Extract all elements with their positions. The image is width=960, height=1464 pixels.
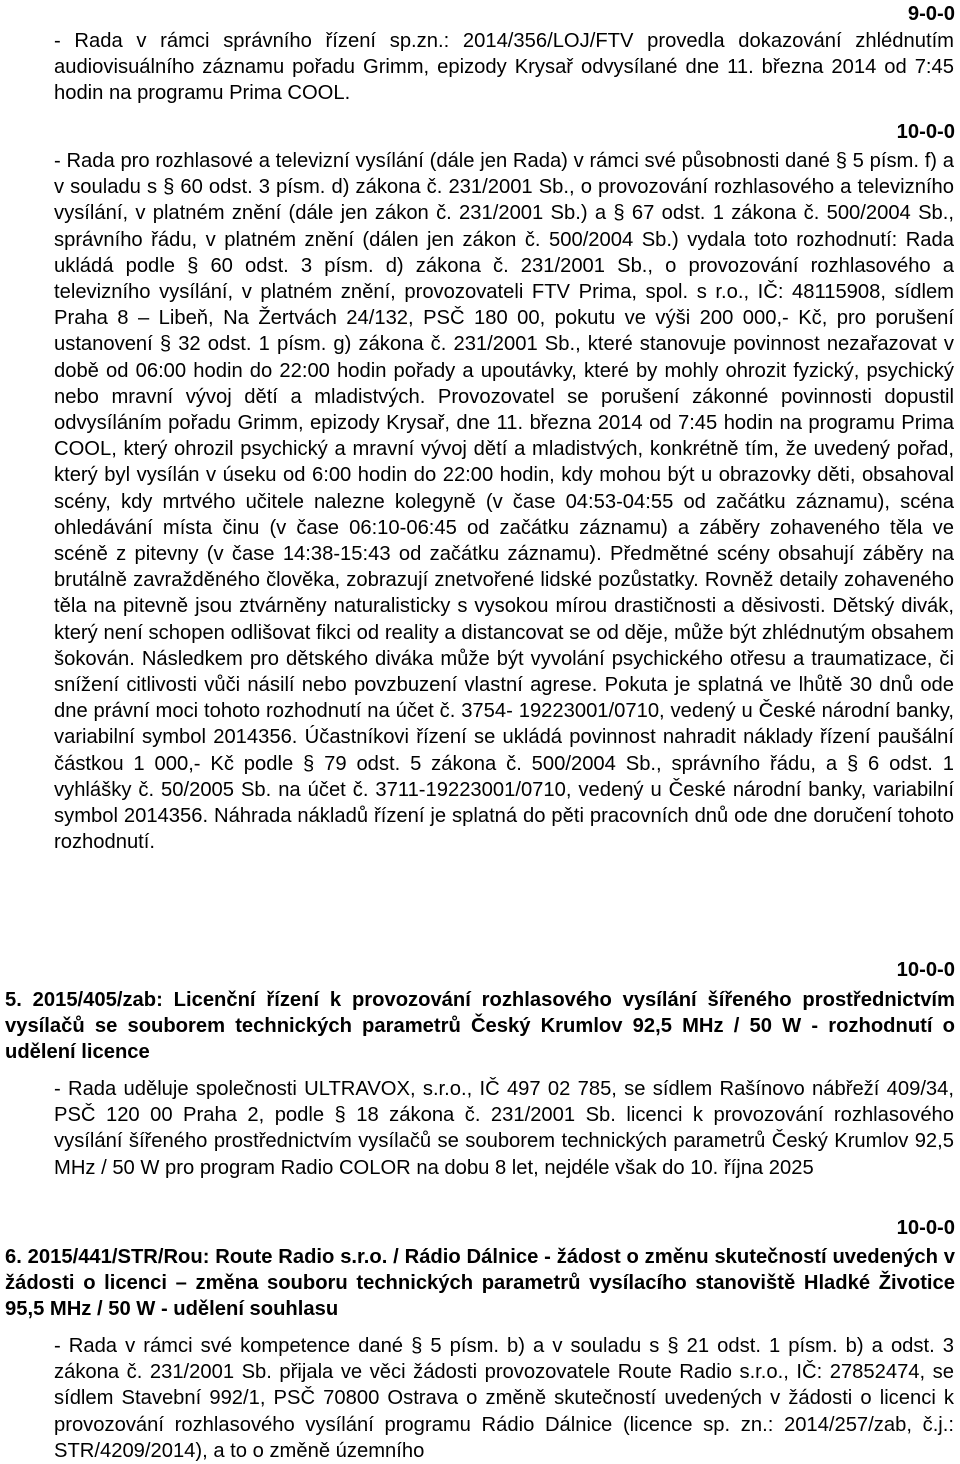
vote-result: 10-0-0 <box>896 1217 955 1239</box>
agenda-item-heading: 6. 2015/441/STR/Rou: Route Radio s.r.o. / Rádio Dálnice - žádost o změnu skutečností uvedených v žádosti o licenci – změna souboru technických parametrů vysílacího stanoviště Hladké Životice 95,5 MHz / 50 W - udělení souhlasu <box>5 1246 955 1321</box>
vote-result: 10-0-0 <box>896 959 955 981</box>
paragraph-decision-evidence: - Rada v rámci správního řízení sp.zn.: 2014/356/LOJ/FTV provedla dokazování zhlédnutím audiovisuálního záznamu pořadu Grimm, epizody Krysař odvysílané dne 11. března 2014 od 7:45 hodin na programu Prima COOL. <box>54 30 954 105</box>
paragraph-consent: - Rada v rámci své kompetence dané § 5 písm. b) a v souladu s § 21 odst. 1 písm. b) a odst. 3 zákona č. 231/2001 Sb. přijala ve věci žádosti provozovatele Route Radio s.r.o., IČ: 27852474, se sídlem Stavební 992/1, PSČ 70800 Ostrava o změně skutečností uvedených v žádosti o licenci k provozování rozhlasového vysílání programu Rádio Dálnice (licence sp. zn.: 2014/257/zab, č.j.: STR/4209/2014), a to o změně územního <box>54 1335 954 1462</box>
vote-result: 9-0-0 <box>907 3 955 25</box>
paragraph-license-grant: - Rada uděluje společnosti ULTRAVOX, s.r.o., IČ 497 02 785, se sídlem Rašínovo nábřeží 409/34, PSČ 120 00 Praha 2, podle § 18 zákona č. 231/2001 Sb. licenci k provozování rozhlasového vysílání šířeného prostřednictvím vysílačů se souborem technických parametrů Český Krumlov 92,5 MHz / 50 W pro program Radio COLOR na dobu 8 let, nejdéle však do 10. října 2025 <box>54 1078 954 1179</box>
agenda-item-heading: 5. 2015/405/zab: Licenční řízení k provozování rozhlasového vysílání šířeného prostřednictvím vysílačů se souborem technických parametrů Český Krumlov 92,5 MHz / 50 W - rozhodnutí o udělení licence <box>5 989 955 1064</box>
paragraph-decision-fine: - Rada pro rozhlasové a televizní vysílání (dále jen Rada) v rámci své působnosti dané § 5 písm. f) a v souladu s § 60 odst. 3 písm. d) zákona č. 231/2001 Sb., o provozování rozhlasového a televizního vysílání, v platném znění (dále jen zákon č. 231/2001 Sb.) a § 67 odst. 1 zákona č. 500/2004 Sb., správního řádu, v platném znění (dálen jen zákon č. 500/2004 Sb.) vydala toto rozhodnutí: Rada ukládá podle § 60 odst. 3 písm. d) zákona č. 231/2001 Sb., o provozování rozhlasového a televizního vysílání, v platném znění, provozovateli FTV Prima, spol. s r.o., IČ: 48115908, sídlem Praha 8 – Libeň, Na Žertvách 24/132, PSČ 180 00, pokutu ve výši 200 000,- Kč, pro porušení ustanovení § 32 odst. 1 písm. g) zákona č. 231/2001 Sb., které stanovuje povinnost nezařazovat v době od 06:00 hodin do 22:00 hodin pořady a upoutávky, které by mohly ohrozit fyzický, psychický nebo mravní vývoj dětí a mladistvých. Provozovatel se porušení zákonné povinnosti dopustil odvysíláním pořadu Grimm, epizody Krysař, dne 11. března 2014 od 7:45 hodin na programu Prima COOL, který ohrozil psychický a mravní vývoj dětí a mladistvých, konkrétně tím, že uvedený pořad, který byl vysílán v úseku od 6:00 hodin do 22:00 hodin, kdy mohou být u obrazovky děti, obsahoval scény, kdy mrtvého učitele nalezne kolegyně (v čase 04:53-04:55 od začátku záznamu), scéna ohledávání místa činu (v čase 06:10-06:45 od začátku záznamu) a záběry zohaveného těla ve scéně z pitevny (v čase 14:38-15:43 od začátku záznamu). Předmětné scény obsahují záběry na brutálně zavražděného člověka, zobrazují znetvořené lidské pozůstatky. Rovněž detaily zohaveného těla na pitevně jsou ztvárněny naturalisticky s vysokou mírou drastičnosti a děsivosti. Dětský divák, který není schopen odlišovat fikci od reality a distancovat se od děje, může být zhlédnutým obsahem šokován. Následkem pro dětského diváka může být vyvolání psychického otřesu a traumatizace, či snížení citlivosti vůči násilí nebo povzbuzení vlastní agrese. Pokuta je splatná ve lhůtě 30 dnů ode dne právní moci tohoto rozhodnutí na účet č. 3754- 19223001/0710, vedený u České národní banky, variabilní symbol 2014356. Účastníkovi řízení se ukládá povinnost nahradit náklady řízení paušální částkou 1 000,- Kč podle § 79 odst. 5 zákona č. 500/2004 Sb., správního řádu, a § 6 odst. 1 vyhlášky č. 50/2005 Sb. na účet č. 3711-19223001/0710, vedený u České národní banky, variabilní symbol 2014356. Náhrada nákladů řízení je splatná do pěti pracovních dnů ode dne doručení tohoto rozhodnutí. <box>54 150 954 854</box>
vote-result: 10-0-0 <box>896 121 955 143</box>
